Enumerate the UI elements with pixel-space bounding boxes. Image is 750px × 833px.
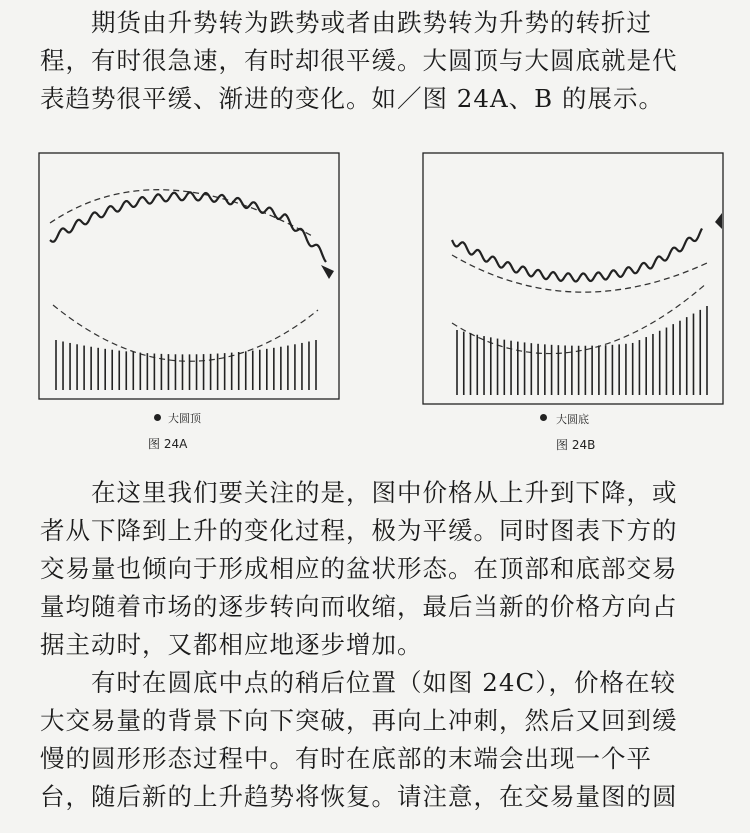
text-line: 表趋势很平缓、渐进的变化。如／图 24A、B 的展示。 [40,84,664,113]
volume-bars [457,306,707,395]
figure-caption: 图 24A [148,437,188,451]
text-line: 大交易量的背景下向下突破，再向上冲刺，然后又回到缓 [40,706,678,735]
bullet-dot [154,414,161,421]
price-trend-arc [452,255,707,292]
text-line: 据主动时，又都相应地逐步增加。 [40,630,423,659]
paragraph-breakout [40,664,730,816]
text-line: 量均随着市场的逐步转向而收缩，最后当新的价格方向占 [40,592,678,621]
figure-caption: 图 24B [556,438,596,452]
figure-24b [422,145,724,457]
volume-bars [56,340,316,390]
text-line: 台，随后新的上升趋势将恢复。请注意，在交易量图的圆 [40,782,678,811]
volume-trend-arc [53,305,318,361]
paragraph-volume [40,474,730,664]
text-line: 有时在圆底中点的稍后位置（如图 24C），价格在较 [40,668,676,697]
up-arrow-icon [715,213,722,229]
figure-label: 大圆顶 [168,412,201,425]
bullet-dot [540,414,547,421]
text-line: 者从下降到上升的变化过程，极为平缓。同时图表下方的 [40,516,678,545]
text-line: 在这里我们要关注的是，图中价格从上升到下降，或 [40,478,678,507]
text-line: 期货由升势转为跌势或者由跌势转为升势的转折过 [40,8,652,37]
down-arrow-icon [321,265,334,279]
text-line: 交易量也倾向于形成相应的盆状形态。在顶部和底部交易 [40,554,678,583]
text-line: 程，有时很急速，有时却很平缓。大圆顶与大圆底就是代 [40,46,678,75]
figure-label: 大圆底 [556,413,589,426]
figure-24a [38,145,340,457]
price-line [50,192,326,262]
text-line: 慢的圆形形态过程中。有时在底部的末端会出现一个平 [40,744,652,773]
paragraph-intro [40,4,730,118]
